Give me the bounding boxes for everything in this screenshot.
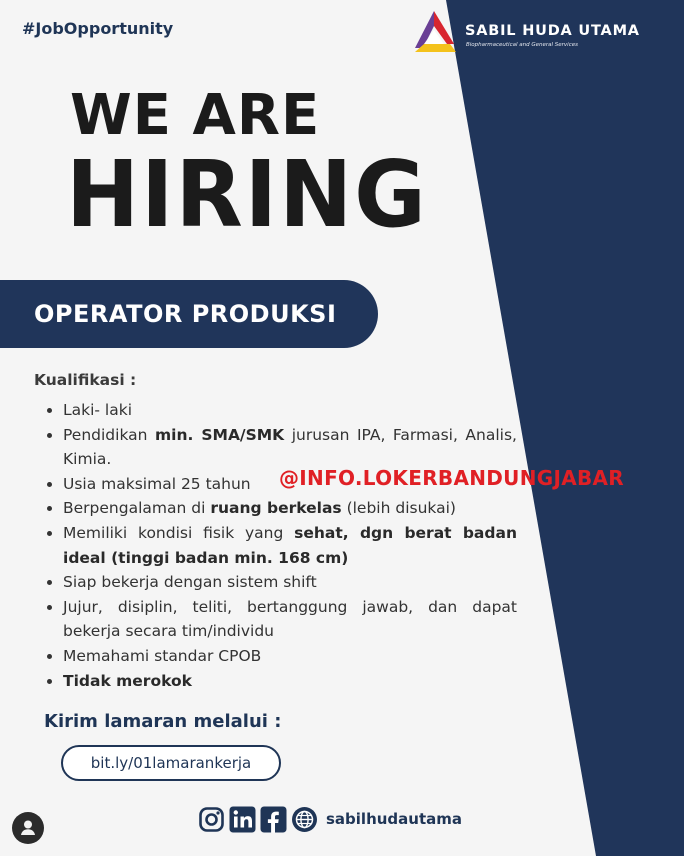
requirement-text: Memahami standar CPOB bbox=[63, 646, 262, 665]
headline-hiring: HIRING bbox=[66, 141, 428, 248]
linkedin-icon[interactable] bbox=[229, 806, 256, 833]
tri-color-triangle-logo-icon bbox=[410, 8, 460, 58]
company-name: SABIL HUDA UTAMA bbox=[465, 23, 640, 39]
website-globe-icon[interactable] bbox=[291, 806, 318, 833]
social-handle: sabilhudautama bbox=[326, 810, 463, 828]
social-links bbox=[198, 804, 462, 834]
application-link-button[interactable]: bit.ly/01lamarankerja bbox=[61, 745, 281, 781]
requirement-text: jurusan IPA, Farmasi, Analis, Kimia. bbox=[63, 425, 517, 469]
apply-heading: Kirim lamaran melalui : bbox=[44, 711, 282, 732]
requirement-item bbox=[47, 521, 517, 570]
requirement-text: Pendidikan bbox=[63, 425, 155, 444]
requirement-item bbox=[47, 669, 517, 694]
requirement-text-bold: min. SMA/SMK bbox=[154, 425, 285, 444]
requirement-item bbox=[47, 398, 517, 423]
requirement-text-bold: ruang berkelas bbox=[210, 499, 342, 518]
requirement-text-bold: Tidak merokok bbox=[63, 671, 192, 690]
headline-we-are: WE ARE bbox=[70, 83, 321, 148]
company-brand bbox=[410, 8, 684, 60]
requirement-text: Usia maksimal 25 tahun bbox=[63, 474, 251, 493]
instagram-icon[interactable] bbox=[198, 806, 225, 833]
facebook-icon[interactable] bbox=[260, 806, 287, 833]
requirement-text: Siap bekerja dengan sistem shift bbox=[63, 573, 317, 592]
requirement-text: Memiliki kondisi fisik yang bbox=[63, 523, 295, 542]
requirement-item bbox=[47, 644, 517, 669]
requirement-text: (lebih disukai) bbox=[341, 499, 456, 518]
position-banner bbox=[0, 280, 378, 348]
requirement-text-bold: sehat, dgn berat badan ideal (tinggi badan min. 168 cm) bbox=[63, 523, 517, 567]
requirement-text: Berpengalaman di bbox=[63, 499, 211, 518]
qualifications-heading: Kualifikasi : bbox=[34, 371, 137, 389]
user-profile-icon[interactable] bbox=[12, 812, 44, 844]
requirement-text: Laki- laki bbox=[63, 401, 133, 419]
requirement-item bbox=[47, 595, 517, 644]
company-tagline: Biopharmaceutical and General Services bbox=[466, 42, 578, 48]
requirement-item bbox=[47, 423, 517, 472]
requirement-item bbox=[47, 496, 517, 521]
watermark-handle: @INFO.LOKERBANDUNGJABAR bbox=[279, 466, 624, 490]
requirement-item bbox=[47, 570, 517, 595]
requirements-list bbox=[47, 398, 517, 693]
position-title: OPERATOR PRODUKSI bbox=[34, 300, 337, 328]
hashtag-label: #JobOpportunity bbox=[22, 19, 174, 38]
requirement-text: Jujur, disiplin, teliti, bertanggung jawab, dan dapat bekerja secara tim/individu bbox=[63, 597, 517, 641]
